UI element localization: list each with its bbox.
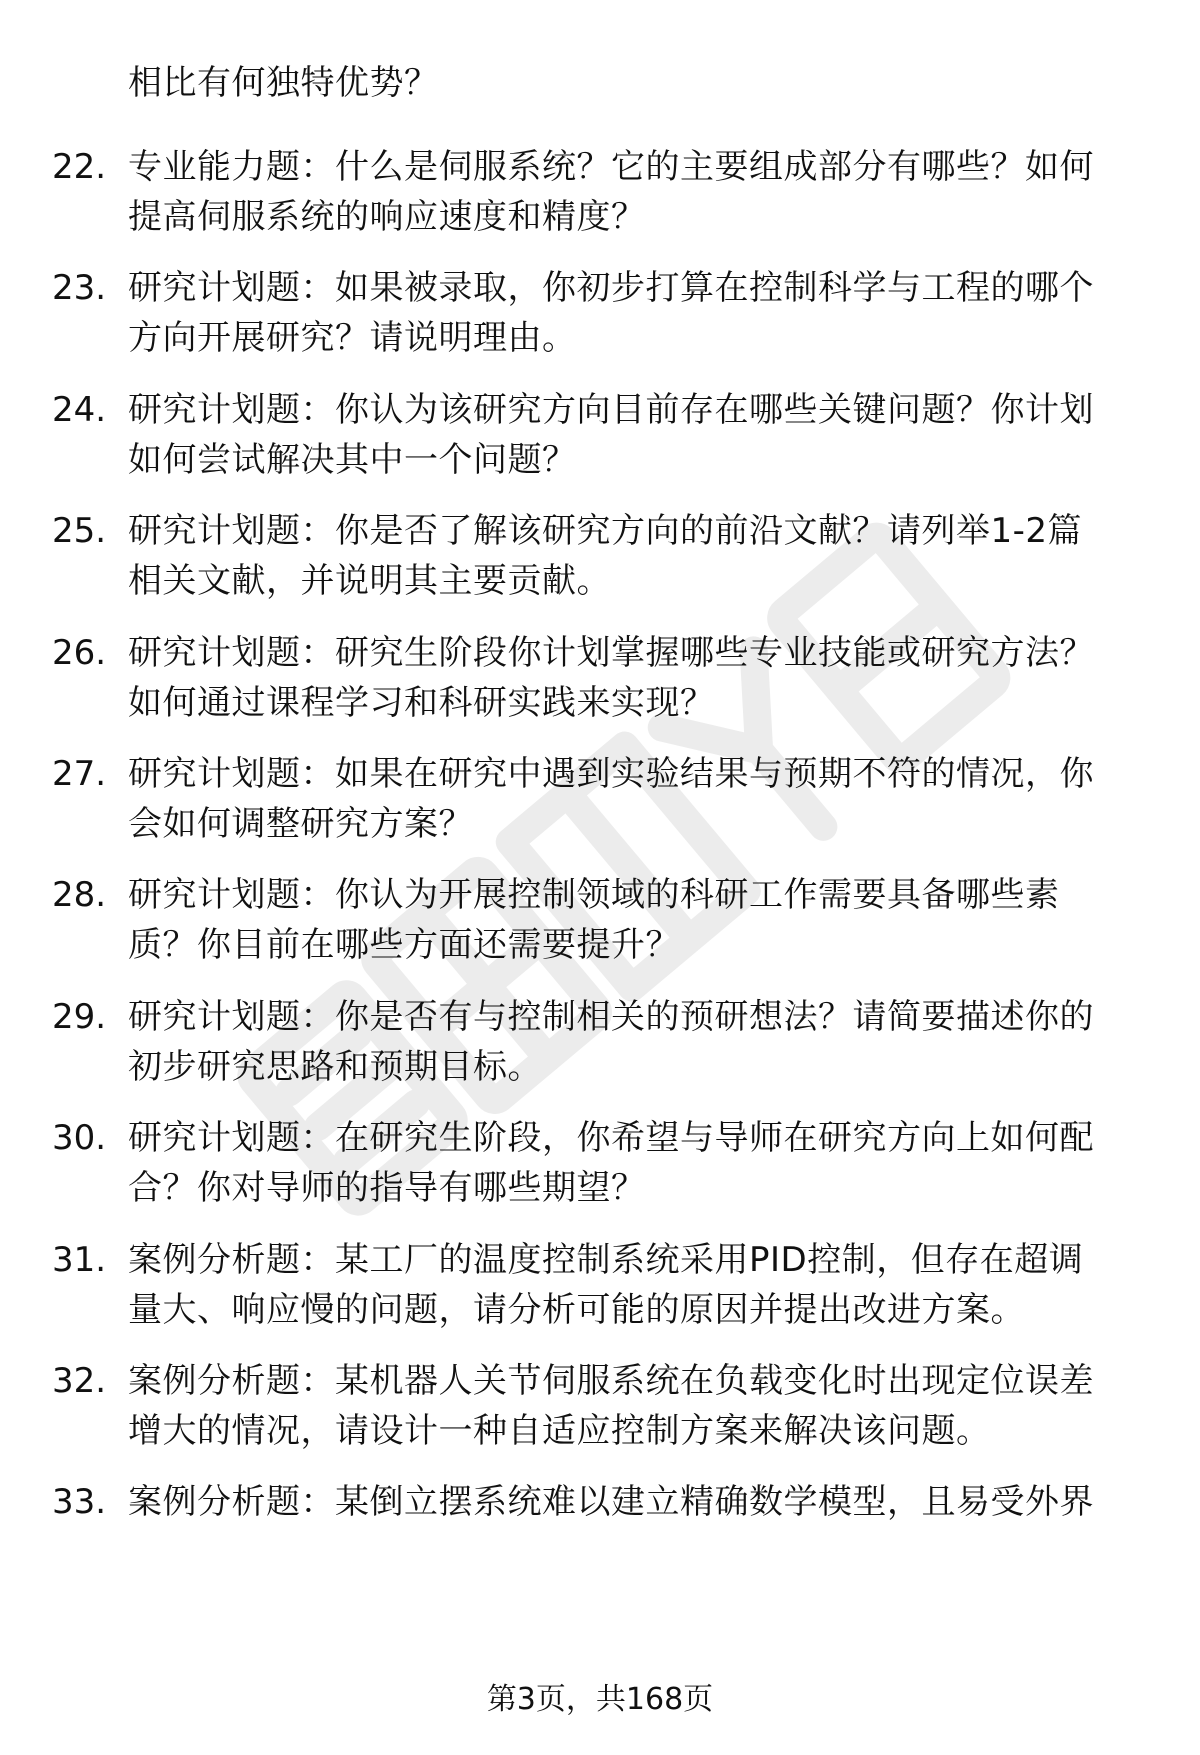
question-line: 研究计划题：你认为该研究方向目前存在哪些关键问题？你计划 — [128, 389, 1094, 430]
continued-question-line: 相比有何独特优势？ — [128, 63, 439, 103]
question-item — [0, 1113, 1200, 1213]
question-line: 案例分析题：某工厂的温度控制系统采用PID控制，但存在超调 — [128, 1239, 1084, 1280]
question-item — [0, 263, 1200, 363]
question-item — [0, 870, 1200, 970]
question-line: 增大的情况，请设计一种自适应控制方案来解决该问题。 — [128, 1410, 991, 1451]
question-item — [0, 992, 1200, 1092]
question-text — [128, 749, 1158, 849]
question-text — [128, 992, 1158, 1092]
question-number: 31. — [52, 1239, 107, 1280]
question-line: 研究计划题：如果被录取，你初步打算在控制科学与工程的哪个 — [128, 268, 1094, 309]
question-line: 会如何调整研究方案？ — [128, 803, 473, 844]
question-number: 28. — [52, 875, 107, 916]
question-number: 33. — [52, 1482, 107, 1523]
question-text — [128, 1235, 1158, 1335]
question-line: 研究计划题：研究生阶段你计划掌握哪些专业技能或研究方法？ — [128, 632, 1094, 673]
question-item — [0, 1356, 1200, 1456]
question-item — [0, 506, 1200, 606]
question-line: 案例分析题：某倒立摆系统难以建立精确数学模型，且易受外界 — [128, 1482, 1094, 1523]
question-item — [0, 628, 1200, 728]
question-line: 质？你目前在哪些方面还需要提升？ — [128, 925, 680, 966]
question-number: 24. — [52, 389, 107, 430]
question-line: 量大、响应慢的问题，请分析可能的原因并提出改进方案。 — [128, 1289, 1025, 1330]
question-text — [128, 1356, 1158, 1456]
question-line: 初步研究思路和预期目标。 — [128, 1046, 542, 1087]
question-item — [0, 385, 1200, 485]
question-number: 22. — [52, 147, 107, 187]
question-item — [0, 142, 1200, 242]
question-line: 如何通过课程学习和科研实践来实现？ — [128, 682, 715, 723]
question-line: 相关文献，并说明其主要贡献。 — [128, 561, 611, 602]
question-text — [128, 142, 1158, 242]
question-item — [0, 1477, 1200, 1577]
question-number: 23. — [52, 268, 107, 309]
question-text — [128, 385, 1158, 485]
question-text — [128, 1113, 1158, 1213]
question-text — [128, 263, 1158, 363]
question-number: 27. — [52, 753, 107, 794]
question-number: 26. — [52, 632, 107, 673]
question-item — [0, 1235, 1200, 1335]
question-number: 29. — [52, 996, 107, 1037]
page-number-footer: 第3页，共168页 — [486, 1682, 714, 1717]
question-text — [128, 506, 1158, 606]
question-text — [128, 628, 1158, 728]
question-line: 专业能力题：什么是伺服系统？它的主要组成部分有哪些？如何 — [128, 147, 1094, 187]
question-number: 25. — [52, 511, 107, 552]
question-line: 研究计划题：你是否有与控制相关的预研想法？请简要描述你的 — [128, 996, 1094, 1037]
question-line: 研究计划题：你认为开展控制领域的科研工作需要具备哪些素 — [128, 875, 1060, 916]
question-text — [128, 870, 1158, 970]
question-line: 案例分析题：某机器人关节伺服系统在负载变化时出现定位误差 — [128, 1360, 1094, 1401]
question-item — [0, 749, 1200, 849]
question-line: 研究计划题：你是否了解该研究方向的前沿文献？请列举1-2篇 — [128, 511, 1083, 552]
question-line: 提高伺服系统的响应速度和精度？ — [128, 197, 646, 237]
question-text — [128, 1477, 1158, 1527]
question-line: 研究计划题：如果在研究中遇到实验结果与预期不符的情况，你 — [128, 753, 1094, 794]
question-number: 30. — [52, 1118, 107, 1159]
question-number: 32. — [52, 1360, 107, 1401]
question-line: 方向开展研究？请说明理由。 — [128, 318, 577, 359]
question-line: 研究计划题：在研究生阶段，你希望与导师在研究方向上如何配 — [128, 1118, 1094, 1159]
question-line: 如何尝试解决其中一个问题？ — [128, 439, 577, 480]
question-line: 合？你对导师的指导有哪些期望？ — [128, 1168, 646, 1209]
question-list — [0, 142, 1200, 1599]
